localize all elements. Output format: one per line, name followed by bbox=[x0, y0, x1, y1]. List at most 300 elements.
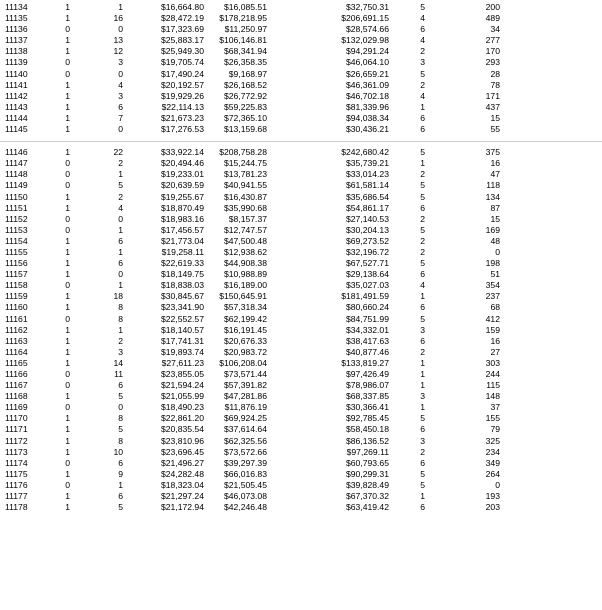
extra-amount-cell: $150,645.91 bbox=[219, 291, 267, 302]
count-cell: 6 bbox=[118, 235, 123, 246]
flag-cell: 1 bbox=[65, 468, 70, 479]
total-amount-cell: $32,196.72 bbox=[345, 246, 389, 257]
category-cell: 2 bbox=[420, 46, 425, 57]
total-amount-cell: $26,659.21 bbox=[345, 68, 389, 79]
extra-amount-cell: $40,941.55 bbox=[223, 180, 267, 191]
category-cell: 6 bbox=[420, 457, 425, 468]
total-amount-cell: $32,750.31 bbox=[345, 2, 389, 12]
flag-cell: 0 bbox=[65, 158, 70, 169]
total-amount-cell: $28,574.66 bbox=[345, 24, 389, 35]
score-cell: 237 bbox=[485, 291, 500, 302]
flag-cell: 1 bbox=[65, 446, 70, 457]
base-amount-cell: $17,323.69 bbox=[160, 24, 204, 35]
flag-cell: 1 bbox=[65, 13, 70, 24]
base-amount-cell: $19,233.01 bbox=[160, 169, 204, 180]
table-row bbox=[0, 280, 602, 291]
category-cell: 1 bbox=[420, 101, 425, 112]
id-cell: 11166 bbox=[5, 369, 28, 379]
id-cell: 11158 bbox=[5, 280, 28, 291]
table-row bbox=[0, 147, 602, 158]
score-cell: 148 bbox=[485, 391, 500, 402]
category-cell: 5 bbox=[420, 180, 425, 191]
score-cell: 47 bbox=[490, 169, 500, 180]
category-cell: 2 bbox=[420, 446, 425, 457]
base-amount-cell: $19,893.74 bbox=[160, 346, 204, 357]
count-cell: 5 bbox=[118, 502, 123, 513]
table-row bbox=[0, 469, 602, 480]
extra-amount-cell: $16,085.51 bbox=[223, 2, 267, 12]
table-row bbox=[0, 402, 602, 413]
id-cell: 11152 bbox=[5, 213, 28, 224]
id-cell: 11155 bbox=[5, 246, 28, 257]
extra-amount-cell: $57,391.82 bbox=[223, 380, 267, 391]
table-row bbox=[0, 358, 602, 369]
score-cell: 200 bbox=[485, 2, 500, 12]
extra-amount-cell: $208,758.28 bbox=[219, 147, 267, 158]
base-amount-cell: $22,861.20 bbox=[160, 413, 204, 424]
id-cell: 11135 bbox=[5, 13, 28, 24]
base-amount-cell: $17,741.31 bbox=[160, 335, 204, 346]
extra-amount-cell: $47,281.86 bbox=[223, 391, 267, 402]
score-cell: 354 bbox=[485, 280, 500, 291]
flag-cell: 1 bbox=[65, 79, 70, 90]
score-cell: 118 bbox=[486, 180, 500, 191]
score-cell: 55 bbox=[490, 124, 500, 135]
flag-cell: 1 bbox=[65, 2, 70, 12]
flag-cell: 1 bbox=[65, 491, 70, 502]
extra-amount-cell: $26,168.52 bbox=[223, 79, 267, 90]
base-amount-cell: $22,114.13 bbox=[161, 101, 204, 112]
score-cell: 0 bbox=[495, 246, 500, 257]
base-amount-cell: $21,297.24 bbox=[160, 491, 204, 502]
table-row bbox=[0, 458, 602, 469]
id-cell: 11157 bbox=[5, 269, 28, 280]
flag-cell: 1 bbox=[65, 346, 70, 357]
count-cell: 6 bbox=[118, 101, 123, 112]
score-cell: 264 bbox=[485, 468, 500, 479]
table-row bbox=[0, 91, 602, 102]
table-row bbox=[0, 203, 602, 214]
base-amount-cell: $18,140.57 bbox=[160, 324, 204, 335]
flag-cell: 1 bbox=[65, 235, 70, 246]
extra-amount-cell: $13,781.23 bbox=[223, 169, 267, 180]
base-amount-cell: $19,929.26 bbox=[160, 90, 204, 101]
base-amount-cell: $22,619.33 bbox=[160, 258, 204, 269]
table-row bbox=[0, 391, 602, 402]
base-amount-cell: $18,490.23 bbox=[160, 402, 204, 413]
base-amount-cell: $17,490.24 bbox=[160, 68, 204, 79]
score-cell: 203 bbox=[485, 502, 500, 513]
flag-cell: 1 bbox=[65, 35, 70, 46]
flag-cell: 1 bbox=[65, 391, 70, 402]
base-amount-cell: $19,258.11 bbox=[161, 246, 204, 257]
id-cell: 11136 bbox=[5, 24, 28, 35]
table-row bbox=[0, 302, 602, 313]
extra-amount-cell: $106,208.04 bbox=[219, 357, 267, 368]
total-amount-cell: $30,436.21 bbox=[345, 124, 389, 135]
score-cell: 115 bbox=[486, 380, 500, 391]
total-amount-cell: $94,038.34 bbox=[345, 112, 389, 123]
category-cell: 2 bbox=[420, 246, 425, 257]
flag-cell: 1 bbox=[65, 101, 70, 112]
id-cell: 11176 bbox=[5, 479, 28, 490]
score-cell: 78 bbox=[490, 79, 500, 90]
table-row bbox=[0, 57, 602, 68]
count-cell: 1 bbox=[118, 246, 123, 257]
total-amount-cell: $132,029.98 bbox=[341, 35, 389, 46]
count-cell: 12 bbox=[113, 46, 123, 57]
id-cell: 11169 bbox=[5, 402, 28, 413]
table-row bbox=[0, 169, 602, 180]
id-cell: 11147 bbox=[5, 158, 28, 169]
score-cell: 234 bbox=[485, 446, 500, 457]
id-cell: 11150 bbox=[5, 191, 28, 202]
base-amount-cell: $27,611.23 bbox=[161, 357, 204, 368]
extra-amount-cell: $16,191.45 bbox=[223, 324, 267, 335]
table-row bbox=[0, 113, 602, 124]
category-cell: 5 bbox=[420, 313, 425, 324]
id-cell: 11140 bbox=[5, 68, 28, 79]
section-divider bbox=[0, 135, 602, 147]
category-cell: 6 bbox=[420, 302, 425, 313]
flag-cell: 1 bbox=[65, 335, 70, 346]
id-cell: 11178 bbox=[5, 502, 28, 513]
table-row bbox=[0, 158, 602, 169]
base-amount-cell: $20,835.54 bbox=[160, 424, 204, 435]
total-amount-cell: $67,527.71 bbox=[345, 258, 389, 269]
score-cell: 489 bbox=[485, 13, 500, 24]
extra-amount-cell: $35,990.68 bbox=[223, 202, 267, 213]
base-amount-cell: $19,705.74 bbox=[160, 57, 204, 68]
id-cell: 11154 bbox=[5, 235, 28, 246]
table-row bbox=[0, 247, 602, 258]
flag-cell: 1 bbox=[65, 46, 70, 57]
table-block-2 bbox=[0, 147, 602, 513]
score-cell: 293 bbox=[485, 57, 500, 68]
base-amount-cell: $23,855.05 bbox=[160, 369, 204, 379]
id-cell: 11171 bbox=[5, 424, 28, 435]
base-amount-cell: $30,845.67 bbox=[160, 291, 204, 302]
extra-amount-cell: $69,924.25 bbox=[223, 413, 267, 424]
score-cell: 48 bbox=[490, 235, 500, 246]
table-row bbox=[0, 491, 602, 502]
score-cell: 170 bbox=[485, 46, 500, 57]
flag-cell: 1 bbox=[65, 202, 70, 213]
base-amount-cell: $18,870.49 bbox=[160, 202, 204, 213]
count-cell: 6 bbox=[118, 258, 123, 269]
count-cell: 22 bbox=[113, 147, 123, 158]
count-cell: 2 bbox=[118, 335, 123, 346]
total-amount-cell: $94,291.24 bbox=[345, 46, 389, 57]
base-amount-cell: $20,192.57 bbox=[160, 79, 204, 90]
total-amount-cell: $35,686.54 bbox=[345, 191, 389, 202]
extra-amount-cell: $44,908.38 bbox=[223, 258, 267, 269]
total-amount-cell: $67,370.32 bbox=[345, 491, 389, 502]
id-cell: 11162 bbox=[5, 324, 28, 335]
id-cell: 11164 bbox=[5, 346, 28, 357]
table-row bbox=[0, 291, 602, 302]
base-amount-cell: $23,696.45 bbox=[160, 446, 204, 457]
base-amount-cell: $20,494.46 bbox=[160, 158, 204, 169]
count-cell: 5 bbox=[118, 180, 123, 191]
extra-amount-cell: $12,747.57 bbox=[223, 224, 267, 235]
table-row bbox=[0, 325, 602, 336]
category-cell: 2 bbox=[420, 213, 425, 224]
count-cell: 4 bbox=[118, 202, 123, 213]
table-row bbox=[0, 2, 602, 13]
score-cell: 27 bbox=[490, 346, 500, 357]
id-cell: 11177 bbox=[5, 491, 28, 502]
flag-cell: 1 bbox=[65, 435, 70, 446]
extra-amount-cell: $39,297.39 bbox=[223, 457, 267, 468]
id-cell: 11161 bbox=[5, 313, 28, 324]
count-cell: 6 bbox=[118, 457, 123, 468]
extra-amount-cell: $16,430.87 bbox=[223, 191, 267, 202]
category-cell: 4 bbox=[420, 280, 425, 291]
category-cell: 6 bbox=[420, 124, 425, 135]
base-amount-cell: $17,276.53 bbox=[160, 124, 204, 135]
count-cell: 0 bbox=[118, 213, 123, 224]
total-amount-cell: $97,426.49 bbox=[345, 369, 389, 379]
category-cell: 1 bbox=[420, 291, 425, 302]
category-cell: 5 bbox=[420, 68, 425, 79]
extra-amount-cell: $68,341.94 bbox=[223, 46, 267, 57]
base-amount-cell: $21,673.23 bbox=[160, 112, 204, 123]
count-cell: 3 bbox=[118, 57, 123, 68]
base-amount-cell: $28,472.19 bbox=[160, 13, 204, 24]
score-cell: 193 bbox=[485, 491, 500, 502]
flag-cell: 0 bbox=[65, 24, 70, 35]
table-row bbox=[0, 336, 602, 347]
score-cell: 15 bbox=[490, 112, 500, 123]
score-cell: 412 bbox=[485, 313, 500, 324]
category-cell: 2 bbox=[420, 169, 425, 180]
flag-cell: 1 bbox=[65, 147, 70, 158]
count-cell: 0 bbox=[118, 68, 123, 79]
id-cell: 11167 bbox=[5, 380, 28, 391]
score-cell: 68 bbox=[490, 302, 500, 313]
flag-cell: 0 bbox=[65, 402, 70, 413]
extra-amount-cell: $73,572.66 bbox=[223, 446, 267, 457]
total-amount-cell: $181,491.59 bbox=[341, 291, 389, 302]
category-cell: 6 bbox=[420, 424, 425, 435]
extra-amount-cell: $59,225.83 bbox=[223, 101, 267, 112]
count-cell: 8 bbox=[118, 313, 123, 324]
table-row bbox=[0, 258, 602, 269]
table-row bbox=[0, 269, 602, 280]
extra-amount-cell: $62,325.56 bbox=[223, 435, 267, 446]
flag-cell: 0 bbox=[65, 180, 70, 191]
table-row bbox=[0, 225, 602, 236]
total-amount-cell: $39,828.49 bbox=[345, 479, 389, 490]
table-row bbox=[0, 80, 602, 91]
table-row bbox=[0, 502, 602, 513]
score-cell: 375 bbox=[485, 147, 500, 158]
base-amount-cell: $20,639.59 bbox=[160, 180, 204, 191]
count-cell: 2 bbox=[118, 158, 123, 169]
score-cell: 34 bbox=[490, 24, 500, 35]
id-cell: 11153 bbox=[5, 224, 28, 235]
category-cell: 1 bbox=[420, 158, 425, 169]
table-block-1 bbox=[0, 2, 602, 135]
count-cell: 2 bbox=[118, 191, 123, 202]
count-cell: 6 bbox=[118, 380, 123, 391]
score-cell: 155 bbox=[485, 413, 500, 424]
category-cell: 6 bbox=[420, 24, 425, 35]
score-cell: 134 bbox=[485, 191, 500, 202]
total-amount-cell: $80,660.24 bbox=[345, 302, 389, 313]
table-row bbox=[0, 447, 602, 458]
flag-cell: 0 bbox=[65, 224, 70, 235]
total-amount-cell: $133,819.27 bbox=[341, 357, 389, 368]
extra-amount-cell: $46,073.08 bbox=[223, 491, 267, 502]
total-amount-cell: $40,877.46 bbox=[345, 346, 389, 357]
flag-cell: 0 bbox=[65, 313, 70, 324]
total-amount-cell: $68,337.85 bbox=[345, 391, 389, 402]
extra-amount-cell: $62,199.42 bbox=[223, 313, 267, 324]
flag-cell: 1 bbox=[65, 413, 70, 424]
id-cell: 11172 bbox=[5, 435, 28, 446]
base-amount-cell: $33,922.14 bbox=[160, 147, 204, 158]
flag-cell: 1 bbox=[65, 191, 70, 202]
score-cell: 244 bbox=[485, 369, 500, 379]
count-cell: 0 bbox=[118, 402, 123, 413]
category-cell: 2 bbox=[420, 79, 425, 90]
count-cell: 1 bbox=[118, 169, 123, 180]
count-cell: 11 bbox=[114, 369, 123, 379]
extra-amount-cell: $72,365.10 bbox=[223, 112, 267, 123]
table-row bbox=[0, 35, 602, 46]
category-cell: 4 bbox=[420, 13, 425, 24]
total-amount-cell: $30,366.41 bbox=[345, 402, 389, 413]
table-row bbox=[0, 480, 602, 491]
flag-cell: 1 bbox=[65, 302, 70, 313]
table-row bbox=[0, 102, 602, 113]
count-cell: 3 bbox=[118, 90, 123, 101]
id-cell: 11144 bbox=[5, 112, 28, 123]
flag-cell: 0 bbox=[65, 479, 70, 490]
score-cell: 171 bbox=[485, 90, 500, 101]
count-cell: 9 bbox=[118, 468, 123, 479]
score-cell: 28 bbox=[490, 68, 500, 79]
table-row bbox=[0, 46, 602, 57]
table-row bbox=[0, 124, 602, 135]
extra-amount-cell: $9,168.97 bbox=[228, 68, 267, 79]
category-cell: 6 bbox=[420, 112, 425, 123]
total-amount-cell: $97,269.11 bbox=[346, 446, 389, 457]
count-cell: 5 bbox=[118, 424, 123, 435]
base-amount-cell: $21,773.04 bbox=[160, 235, 204, 246]
extra-amount-cell: $42,246.48 bbox=[223, 502, 267, 513]
count-cell: 7 bbox=[118, 112, 123, 123]
flag-cell: 1 bbox=[65, 258, 70, 269]
total-amount-cell: $38,417.63 bbox=[345, 335, 389, 346]
base-amount-cell: $18,323.04 bbox=[160, 479, 204, 490]
score-cell: 349 bbox=[485, 457, 500, 468]
count-cell: 18 bbox=[113, 291, 123, 302]
category-cell: 1 bbox=[420, 380, 425, 391]
base-amount-cell: $18,983.16 bbox=[160, 213, 204, 224]
base-amount-cell: $25,883.17 bbox=[160, 35, 204, 46]
flag-cell: 0 bbox=[65, 457, 70, 468]
score-cell: 169 bbox=[485, 224, 500, 235]
flag-cell: 1 bbox=[65, 424, 70, 435]
base-amount-cell: $22,552.57 bbox=[160, 313, 204, 324]
category-cell: 2 bbox=[420, 235, 425, 246]
score-cell: 325 bbox=[485, 435, 500, 446]
category-cell: 1 bbox=[420, 402, 425, 413]
base-amount-cell: $18,149.75 bbox=[160, 269, 204, 280]
extra-amount-cell: $16,189.00 bbox=[223, 280, 267, 291]
total-amount-cell: $46,361.09 bbox=[345, 79, 389, 90]
score-cell: 303 bbox=[485, 357, 500, 368]
extra-amount-cell: $26,772.92 bbox=[223, 90, 267, 101]
flag-cell: 0 bbox=[65, 380, 70, 391]
category-cell: 6 bbox=[420, 202, 425, 213]
total-amount-cell: $35,739.21 bbox=[345, 158, 389, 169]
extra-amount-cell: $20,983.72 bbox=[223, 346, 267, 357]
count-cell: 1 bbox=[118, 324, 123, 335]
count-cell: 8 bbox=[118, 435, 123, 446]
id-cell: 11163 bbox=[5, 335, 28, 346]
extra-amount-cell: $66,016.83 bbox=[223, 468, 267, 479]
id-cell: 11173 bbox=[5, 446, 28, 457]
category-cell: 3 bbox=[420, 324, 425, 335]
category-cell: 5 bbox=[420, 147, 425, 158]
base-amount-cell: $25,949.30 bbox=[160, 46, 204, 57]
score-cell: 51 bbox=[490, 269, 500, 280]
id-cell: 11175 bbox=[5, 468, 28, 479]
count-cell: 13 bbox=[113, 35, 123, 46]
table-row bbox=[0, 214, 602, 225]
flag-cell: 1 bbox=[65, 502, 70, 513]
flag-cell: 1 bbox=[65, 124, 70, 135]
total-amount-cell: $60,793.65 bbox=[345, 457, 389, 468]
count-cell: 8 bbox=[118, 302, 123, 313]
id-cell: 11160 bbox=[5, 302, 28, 313]
score-cell: 79 bbox=[490, 424, 500, 435]
id-cell: 11156 bbox=[5, 258, 28, 269]
count-cell: 6 bbox=[118, 491, 123, 502]
count-cell: 14 bbox=[113, 357, 123, 368]
id-cell: 11165 bbox=[5, 357, 28, 368]
table-row bbox=[0, 180, 602, 191]
base-amount-cell: $21,594.24 bbox=[160, 380, 204, 391]
flag-cell: 1 bbox=[65, 291, 70, 302]
score-cell: 277 bbox=[485, 35, 500, 46]
base-amount-cell: $19,255.67 bbox=[160, 191, 204, 202]
base-amount-cell: $23,341.90 bbox=[160, 302, 204, 313]
category-cell: 5 bbox=[420, 191, 425, 202]
extra-amount-cell: $73,571.44 bbox=[223, 369, 267, 379]
table-row bbox=[0, 314, 602, 325]
category-cell: 5 bbox=[420, 479, 425, 490]
extra-amount-cell: $15,244.75 bbox=[223, 158, 267, 169]
table-row bbox=[0, 69, 602, 80]
id-cell: 11174 bbox=[5, 457, 28, 468]
table-row bbox=[0, 192, 602, 203]
category-cell: 1 bbox=[420, 357, 425, 368]
category-cell: 4 bbox=[420, 90, 425, 101]
count-cell: 0 bbox=[118, 24, 123, 35]
score-cell: 437 bbox=[485, 101, 500, 112]
flag-cell: 1 bbox=[65, 357, 70, 368]
extra-amount-cell: $20,676.33 bbox=[223, 335, 267, 346]
total-amount-cell: $81,339.96 bbox=[345, 101, 389, 112]
table-row bbox=[0, 369, 602, 380]
category-cell: 5 bbox=[420, 258, 425, 269]
count-cell: 4 bbox=[118, 79, 123, 90]
